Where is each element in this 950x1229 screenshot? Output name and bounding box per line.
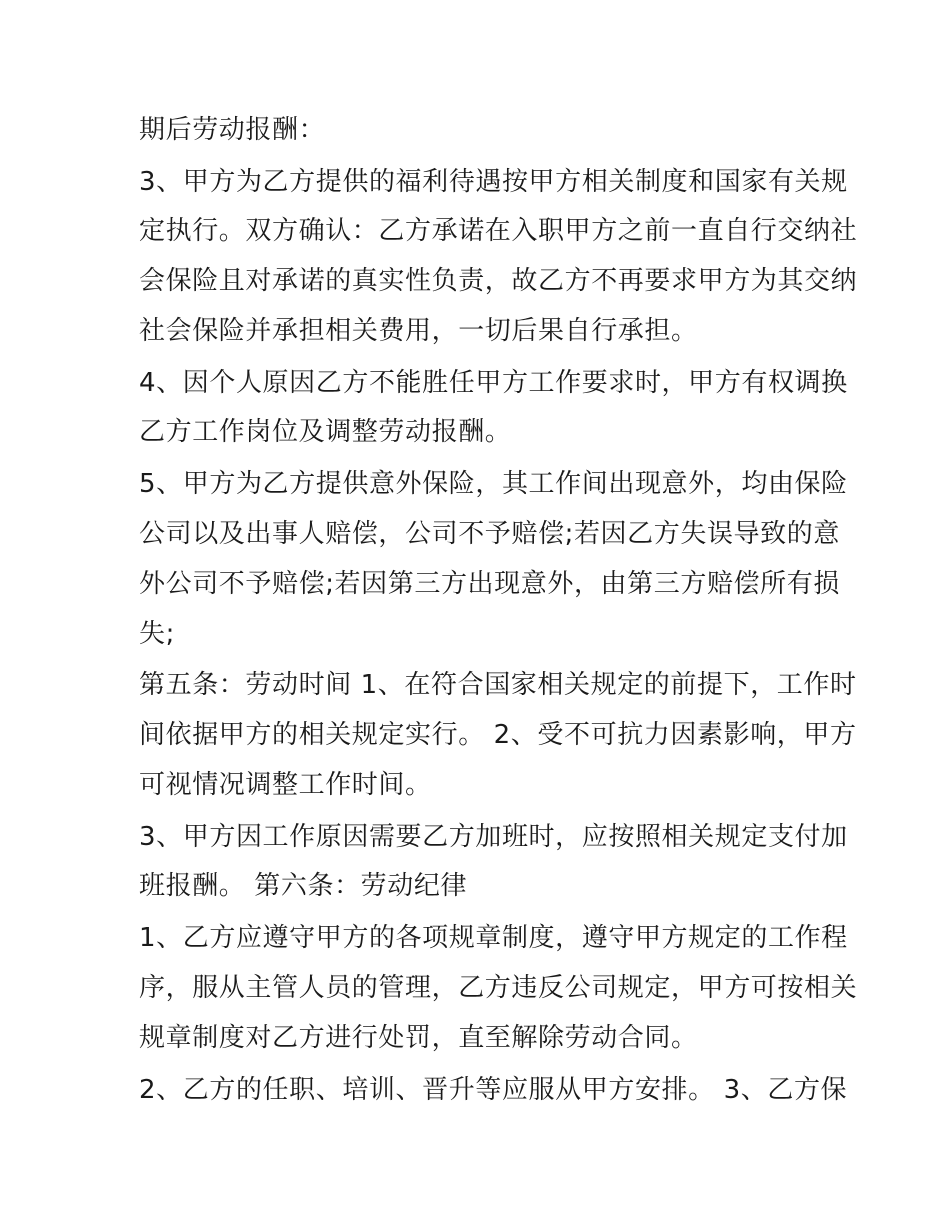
- text-line: 期后劳动报酬：: [139, 115, 326, 145]
- text-line: 班报酬。 第六条：劳动纪律: [139, 871, 468, 901]
- text-line: 4、因个人原因乙方不能胜任甲方工作要求时，甲方有权调换: [139, 368, 848, 398]
- text-line: 乙方工作岗位及调整劳动报酬。: [139, 417, 512, 447]
- text-line: 外公司不予赔偿;若因第三方出现意外，由第三方赔偿所有损: [139, 569, 840, 599]
- text-line: 3、甲方因工作原因需要乙方加班时，应按照相关规定支付加: [139, 822, 848, 852]
- text-line: 公司以及出事人赔偿，公司不予赔偿;若因乙方失误导致的意: [139, 519, 840, 549]
- text-line: 失;: [139, 619, 175, 649]
- text-line: 定执行。双方确认：乙方承诺在入职甲方之前一直自行交纳社: [139, 216, 858, 246]
- text-line: 3、甲方为乙方提供的福利待遇按甲方相关制度和国家有关规: [139, 167, 848, 197]
- text-line: 5、甲方为乙方提供意外保险，其工作间出现意外，均由保险: [139, 469, 848, 499]
- text-line: 会保险且对承诺的真实性负责，故乙方不再要求甲方为其交纳: [139, 266, 858, 296]
- text-line: 序，服从主管人员的管理，乙方违反公司规定，甲方可按相关: [139, 973, 858, 1003]
- text-line: 社会保险并承担相关费用，一切后果自行承担。: [139, 316, 698, 346]
- text-line: 规章制度对乙方进行处罚，直至解除劳动合同。: [139, 1023, 698, 1053]
- text-line: 第五条：劳动时间 1、在符合国家相关规定的前提下，工作时: [139, 670, 857, 700]
- text-line: 间依据甲方的相关规定实行。 2、受不可抗力因素影响，甲方: [139, 720, 857, 750]
- text-line: 可视情况调整工作时间。: [139, 770, 432, 800]
- text-line: 1、乙方应遵守甲方的各项规章制度，遵守甲方规定的工作程: [139, 923, 848, 953]
- text-line: 2、乙方的任职、培训、晋升等应服从甲方安排。 3、乙方保: [139, 1075, 848, 1105]
